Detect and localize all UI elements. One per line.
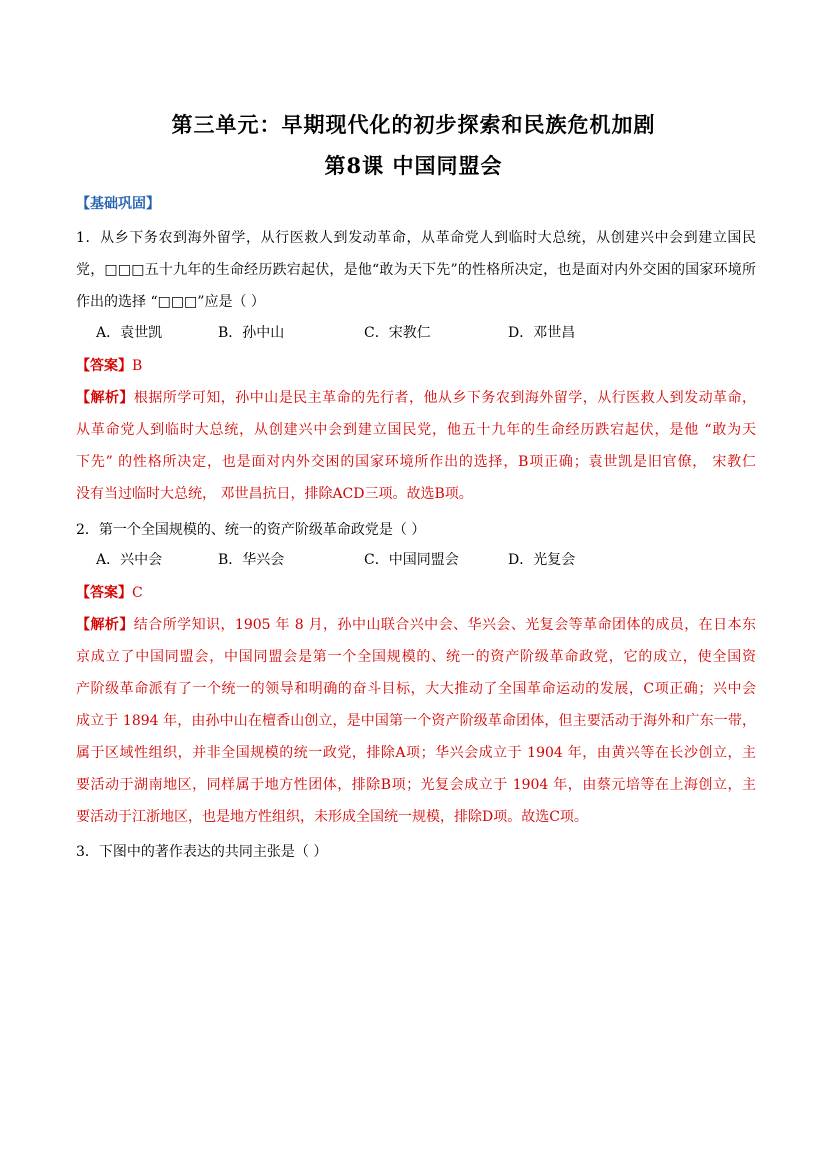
answer-tag: 【答案】	[76, 585, 132, 601]
question-1-answer	[76, 350, 756, 382]
analysis-line: 根据所学可知，孙中山是民主革命的先行者，他从乡下务农到海外留学，从行医救人到发动革命，	[133, 390, 757, 406]
analysis-line: 结合所学知识，1905 年 8 月，孙中山联合兴中会、华兴会、光复会等革命团体的成员，在日本东	[133, 617, 757, 633]
analysis-line: 要活动于江浙地区，也是地方性组织，未形成全国统一规模，排除D项。故选C项。	[76, 809, 588, 825]
question-3-stem: 3．下图中的著作表达的共同主张是（ ）	[76, 844, 328, 860]
analysis-line: 京成立了中国同盟会，中国同盟会是第一个全国规模的、统一的资产阶级革命政党，它的成立，使全国资	[76, 649, 756, 665]
option-a: A．兴中会	[96, 552, 163, 568]
option-c: C．宋教仁	[364, 325, 431, 341]
answer-value: B	[132, 358, 143, 374]
option-a: A．袁世凯	[96, 325, 163, 341]
option-d: D．邓世昌	[508, 325, 576, 341]
option-d: D．光复会	[508, 552, 576, 568]
analysis-line: 下先” 的性格所决定，也是面对内外交困的国家环境所作出的选择，B项正确；袁世凯是旧官僚， 宋教仁	[76, 454, 756, 470]
unit-title: 第三单元：早期现代化的初步探索和民族危机加剧	[171, 112, 656, 137]
question-1-analysis	[76, 382, 756, 510]
analysis-tag: 【解析】	[76, 390, 134, 406]
analysis-line: 产阶级革命派有了一个统一的领导和明确的奋斗目标，大大推动了全国革命运动的发展，C项正确；兴中会	[76, 681, 756, 697]
analysis-line: 属于区域性组织，并非全国规模的统一政党，排除A项；华兴会成立于 1904 年，由黄兴等在长沙创立，主	[76, 745, 756, 761]
answer-value: C	[132, 585, 143, 601]
question-1-line: 1．从乡下务农到海外留学，从行医救人到发动革命，从革命党人到临时大总统，从创建兴中会到建立国民	[76, 230, 756, 246]
question-1-line: 党，□□□五十九年的生命经历跌宕起伏，是他“敢为天下先”的性格所决定，也是面对内外交困的国家环境所	[76, 262, 756, 278]
question-1-options	[96, 321, 736, 345]
question-1-stem	[76, 222, 756, 318]
option-b: B．华兴会	[218, 552, 285, 568]
option-b: B．孙中山	[218, 325, 285, 341]
analysis-line: 没有当过临时大总统， 邓世昌抗日，排除ACD三项。故选B项。	[76, 486, 473, 502]
analysis-line: 从革命党人到临时大总统，从创建兴中会到建立国民党，他五十九年的生命经历跌宕起伏，是他 “敢为天	[76, 422, 756, 438]
answer-tag: 【答案】	[76, 358, 132, 374]
option-c: C．中国同盟会	[364, 552, 459, 568]
analysis-line: 要活动于湖南地区，同样属于地方性团体，排除B项；光复会成立于 1904 年，由蔡元培等在上海创立，主	[76, 777, 756, 793]
question-2-analysis	[76, 609, 756, 833]
lesson-title: 第8课 中国同盟会	[324, 153, 503, 178]
section-label: 【基础巩固】	[76, 196, 160, 212]
question-2-stem: 2．第一个全国规模的、统一的资产阶级革命政党是（ ）	[76, 522, 426, 538]
question-2-options	[96, 548, 736, 572]
analysis-line: 成立于 1894 年，由孙中山在檀香山创立，是中国第一个资产阶级革命团体，但主要活动于海外和广东一带，	[76, 713, 756, 729]
question-2-answer	[76, 577, 756, 609]
analysis-tag: 【解析】	[76, 617, 134, 633]
question-1-line: 作出的选择 “□□□”应是（ ）	[76, 294, 265, 310]
